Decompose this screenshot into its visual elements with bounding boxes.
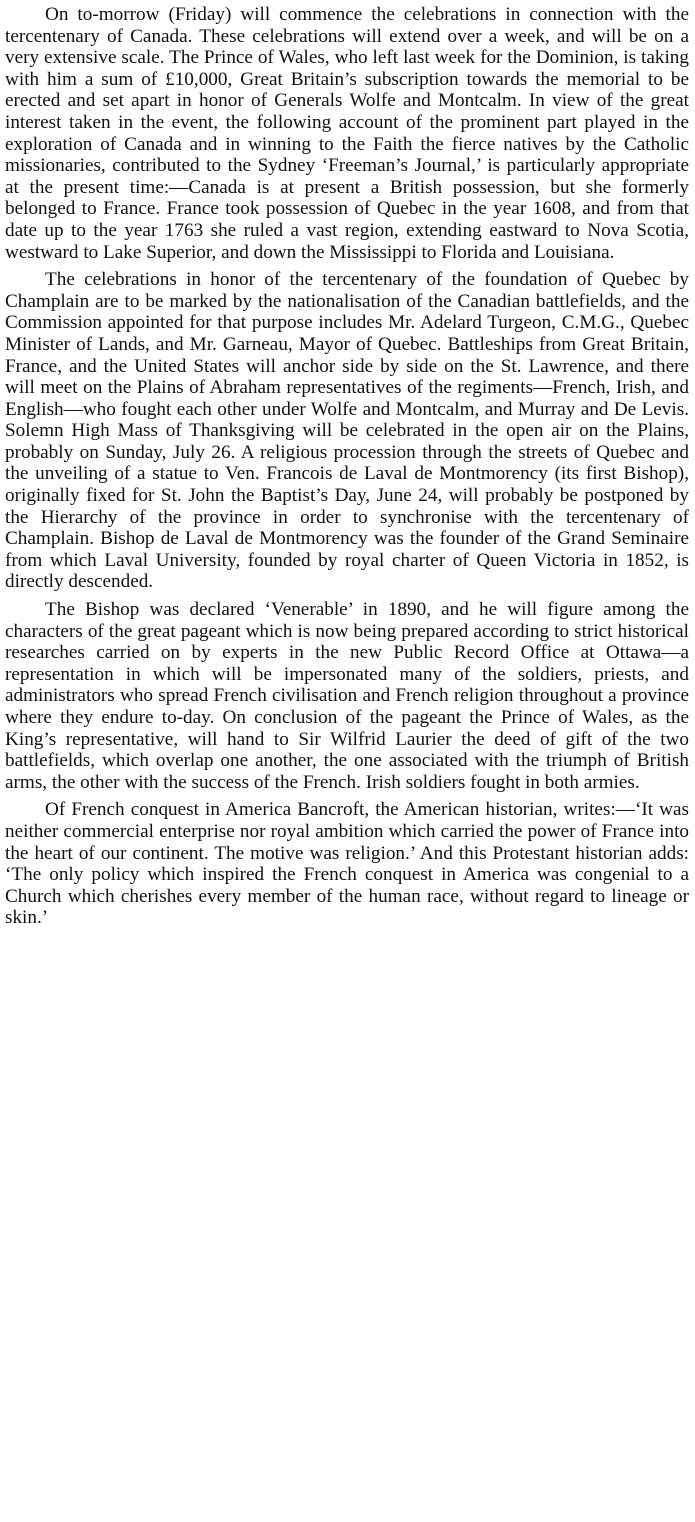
article-paragraph: Of French conquest in America Bancroft, the American historian, writes:—‘It was neither commercial enterprise nor royal ambition which carried the power of France into the heart of our continent. The motive was religion.’ And this Protestant historian adds: ‘The only policy which inspired the French conquest in America was congenial to a Church which cherishes every member of the human race, without regard to lineage or skin.’	[5, 799, 689, 929]
article-paragraph: The Bishop was declared ‘Venerable’ in 1890, and he will figure among the characters of the great pageant which is now being prepared according to strict historical researches carried on by experts in the new Public Record Office at Ottawa—a representation in which will be impersonated many of the soldiers, priests, and administrators who spread French civilisation and French religion throughout a province where they endure to-day. On conclusion of the pageant the Prince of Wales, as the King’s representative, will hand to Sir Wilfrid Laurier the deed of gift of the two battlefields, which overlap one another, the one associated with the triumph of British arms, the other with the success of the French. Irish soldiers fought in both armies.	[5, 599, 689, 793]
article-page	[5, 4, 689, 935]
article-paragraph: On to-morrow (Friday) will commence the celebrations in connection with the tercentenary of Canada. These celebrations will extend over a week, and will be on a very extensive scale. The Prince of Wales, who left last week for the Dominion, is taking with him a sum of £10,000, Great Britain’s subscription towards the memorial to be erected and set apart in honor of Generals Wolfe and Montcalm. In view of the great interest taken in the event, the following account of the prominent part played in the exploration of Canada and in winning to the Faith the fierce natives by the Catholic missionaries, contributed to the Sydney ‘Freeman’s Journal,’ is particularly appropriate at the present time:—Canada is at present a British possession, but she formerly belonged to France. France took possession of Quebec in the year 1608, and from that date up to the year 1763 she ruled a vast region, extending eastward to Nova Scotia, westward to Lake Superior, and down the Mississippi to Florida and Louisiana.	[5, 4, 689, 263]
article-paragraph: The celebrations in honor of the tercentenary of the foundation of Quebec by Champlain are to be marked by the nationalisation of the Canadian battlefields, and the Commission appointed for that purpose includes Mr. Adelard Turgeon, C.M.G., Quebec Minister of Lands, and Mr. Garneau, Mayor of Quebec. Battleships from Great Britain, France, and the United States will anchor side by side on the St. Lawrence, and there will meet on the Plains of Abraham representatives of the regiments—French, Irish, and English—who fought each other under Wolfe and Montcalm, and Murray and De Levis. Solemn High Mass of Thanksgiving will be celebrated in the open air on the Plains, probably on Sunday, July 26. A religious procession through the streets of Quebec and the unveiling of a statue to Ven. Francois de Laval de Montmorency (its first Bishop), originally fixed for St. John the Baptist’s Day, June 24, will probably be postponed by the Hierarchy of the province in order to synchronise with the tercentenary of Champlain. Bishop de Laval de Montmorency was the founder of the Grand Seminaire from which Laval University, founded by royal charter of Queen Victoria in 1852, is directly descended.	[5, 269, 689, 593]
